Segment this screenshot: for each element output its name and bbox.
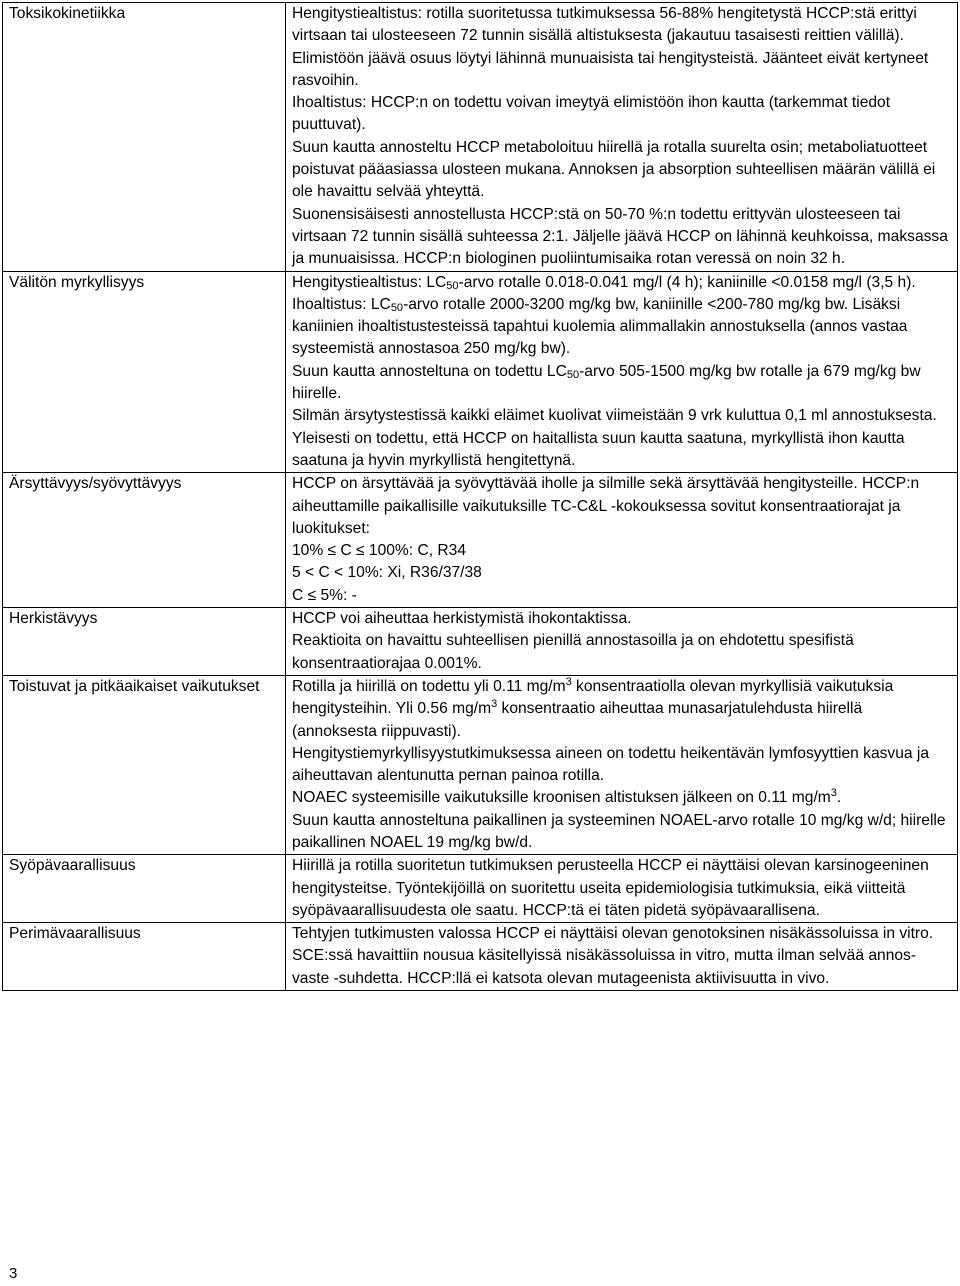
paragraph: Ihoaltistus: $LC_{50}$-arvo rotalle 2000-3200 mg/kg bw, kaniinille <200-780 mg/kg bw. Lisäksi kaniinien ihoaltistustesteissä tapahtui kuolemia alimmallakin annostuksella (annos vastaa systeemistä annostasoa 250 mg/kg bw). [292,295,908,358]
classification-limit: 5 < C < 10%: Xi, R36/37/38 [292,564,482,582]
paragraph: HCCP voi aiheuttaa herkistymistä ihokontaktissa. [292,610,632,628]
classification-limit: C ≤ 5%: - [292,586,357,604]
row-content [286,608,958,676]
paragraph: Rotilla ja hiirillä on todettu yli 0.11 $mg/m^3$ konsentraatiolla olevan myrkyllisiä vaikutuksia hengitysteihin. Yli 0.56 $mg/m^3$ konsentraatio aiheuttaa munasarjatulehdusta hiirellä (annoksesta riippuvasti). [292,675,894,740]
row-content [286,855,958,923]
paragraph: Ihoaltistus: HCCP:n on todettu voivan imeytyä elimistöön ihon kautta (tarkemmat tiedot puuttuvat). [292,94,891,134]
row-label: Välitön myrkyllisyys [3,271,286,473]
paragraph: Silmän ärsytystestissä kaikki eläimet kuolivat viimeistään 9 vrk kuluttua 0,1 ml annostuksesta. Yleisesti on todettu, että HCCP on haitallista suun kautta saatuna, myrkyllistä ihon kautta saatuna ja hyvin myrkyllistä hengitettynä. [292,407,937,469]
table-row-irritation [3,473,958,608]
table-row-repeated-effects [3,675,958,854]
toxicology-table [2,2,958,991]
row-content [286,923,958,991]
row-label: Herkistävyys [3,608,286,676]
row-content [286,271,958,473]
row-label: Toksikokinetiikka [3,3,286,272]
table-row-sensitisation [3,608,958,676]
paragraph: Hiirillä ja rotilla suoritetun tutkimuksen perusteella HCCP ei näyttäisi olevan karsinogeeninen hengitysteitse. Työntekijöillä on suoritettu useita epidemiologisia tutkimuksia, eikä viitteitä syöpävaarallisuudesta ole saatu. HCCP:tä ei täten pidetä syöpävaarallisena. [292,857,929,919]
classification-limit: 10% ≤ C ≤ 100%: C, R34 [292,542,466,560]
paragraph: NOAEC systeemisille vaikutuksille kroonisen altistuksen jälkeen on 0.11 $mg/m^3$. [292,787,842,807]
paragraph: Hengitystiemyrkyllisyystutkimuksessa aineen on todettu heikentävän lymfosyyttien kasvua ja aiheuttavan alentunutta pernan painoa rotilla. [292,744,930,785]
row-content [286,3,958,272]
page-number: 3 [9,1265,18,1282]
paragraph: HCCP on ärsyttävää ja syövyttävää iholle ja silmille sekä ärsyttävää hengitysteille. HCCP:n aiheuttamille paikallisille vaikutuksille TC-C&L -kokouksessa sovitut konsentraatiorajat ja luokitukset: [292,475,920,537]
row-content [286,675,958,854]
row-label: Perimävaarallisuus [3,923,286,991]
table-row-mutagenicity [3,923,958,991]
row-label: Toistuvat ja pitkäaikaiset vaikutukset [3,675,286,854]
paragraph: Reaktioita on havaittu suhteellisen pienillä annostasoilla ja on ehdotettu spesifistä konsentraatiorajaa 0.001%. [292,632,854,672]
paragraph: Suun kautta annosteltuna paikallinen ja systeeminen NOAEL-arvo rotalle 10 mg/kg w/d; hiirelle paikallinen NOAEL 19 mg/kg bw/d. [292,811,946,851]
paragraph: Hengitystiealtistus: $LC_{50}$-arvo rotalle 0.018-0.041 mg/l (4 h); kaniinille <0.0158 mg/l (3,5 h). [292,273,916,292]
table-row-acute-toxicity [3,271,958,473]
paragraph: Tehtyjen tutkimusten valossa HCCP ei näyttäisi olevan genotoksinen nisäkässoluissa in vitro. SCE:ssä havaittiin nousua käsitellyissä nisäkässoluissa in vitro, mutta ilman selvää annos-vaste -suhdetta. HCCP:llä ei katsota olevan mutageenista aktiivisuutta in vivo. [292,925,934,987]
paragraph: Suun kautta annosteltu HCCP metaboloituu hiirellä ja rotalla suurelta osin; metaboliatuotteet poistuvat pääasiassa ulosteen mukana. Annoksen ja absorption suhteellisen määrän välillä ei ole havaittu selvää yhteyttä. [292,138,936,201]
row-label: Syöpävaarallisuus [3,855,286,923]
row-content [286,473,958,608]
paragraph: Suonensisäisesti annostellusta HCCP:stä on 50-70 %:n todettu erittyvän ulosteeseen tai virtsaan 72 tunnin sisällä suhteessa 2:1. Jäljelle jäävä HCCP on lähinnä keuhkoissa, maksassa ja munuaisissa. HCCP:n biologinen puoliintumisaika rotan veressä on noin 32 h. [292,205,948,268]
paragraph: Suun kautta annosteltuna on todettu $LC_{50}$-arvo 505-1500 mg/kg bw rotalle ja 679 mg/kg bw hiirelle. [292,362,921,403]
table-row-toxicokinetics [3,3,958,272]
paragraph: Hengitystiealtistus: rotilla suoritetussa tutkimuksessa 56-88% hengitetystä HCCP:stä erittyi virtsaan tai ulosteeseen 72 tunnin sisällä altistuksesta (jakautuu tasaisesti reittien välillä). Elimistöön jäävä osuus löytyi lähinnä munuaisista tai hengitysteistä. Jäänteet eivät kertyneet rasvoihin. [292,5,929,89]
table-row-carcinogenicity [3,855,958,923]
row-label: Ärsyttävyys/syövyttävyys [3,473,286,608]
